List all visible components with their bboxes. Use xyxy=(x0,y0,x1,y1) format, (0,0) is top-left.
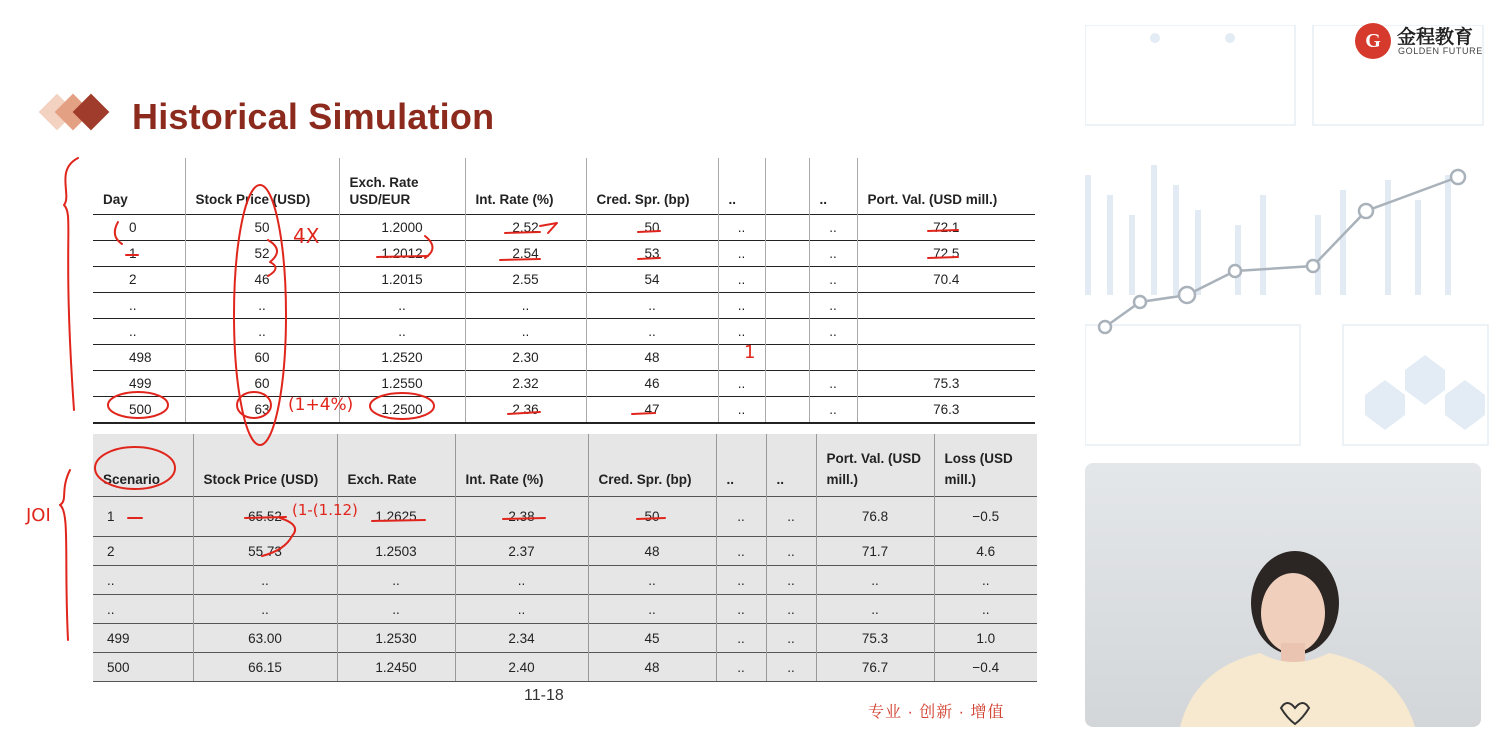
column-header: Exch. Rate xyxy=(337,434,455,497)
company-logo xyxy=(1355,23,1490,61)
table-cell: 75.3 xyxy=(857,371,1035,397)
table-cell xyxy=(857,293,1035,319)
table-cell: 2 xyxy=(93,267,185,293)
table-cell: .. xyxy=(718,397,765,424)
table-cell: .. xyxy=(339,293,465,319)
table-cell: 1.2000 xyxy=(339,215,465,241)
table-cell xyxy=(809,345,857,371)
logo-chinese-name: 金程教育 xyxy=(1397,27,1474,48)
table-cell: 2 xyxy=(93,537,193,566)
table-cell: 76.3 xyxy=(857,397,1035,424)
table-cell: 1.0 xyxy=(934,624,1037,653)
table-cell: 2.40 xyxy=(455,653,588,682)
table-cell: .. xyxy=(339,319,465,345)
column-header: Int. Rate (%) xyxy=(465,158,586,215)
table-cell: .. xyxy=(716,595,766,624)
column-header: Port. Val. (USD mill.) xyxy=(816,434,934,497)
table-row xyxy=(93,293,1035,319)
table-cell: 48 xyxy=(588,653,716,682)
table-row xyxy=(93,397,1035,424)
column-header: Int. Rate (%) xyxy=(455,434,588,497)
column-header: Exch. Rate USD/EUR xyxy=(339,158,465,215)
table-header-row xyxy=(93,158,1035,215)
table-cell: .. xyxy=(766,595,816,624)
table-cell: 70.4 xyxy=(857,267,1035,293)
table-cell: 2.37 xyxy=(455,537,588,566)
annotation-count: JOI xyxy=(26,505,51,526)
column-header: Stock Price (USD) xyxy=(185,158,339,215)
column-header: Loss (USD mill.) xyxy=(944,451,1013,487)
page-number: 11-18 xyxy=(524,687,564,704)
table-cell: 48 xyxy=(588,537,716,566)
table-row xyxy=(93,345,1035,371)
table-row xyxy=(93,241,1035,267)
table-cell: 72.1 xyxy=(857,215,1035,241)
table-cell: .. xyxy=(766,566,816,595)
table-cell: 72.5 xyxy=(857,241,1035,267)
table-cell: .. xyxy=(766,624,816,653)
table-cell xyxy=(765,293,809,319)
table-cell: 1.2550 xyxy=(339,371,465,397)
table-cell xyxy=(765,345,809,371)
table-cell: .. xyxy=(193,595,337,624)
table-cell: 63 xyxy=(185,397,339,424)
table-cell: 0 xyxy=(93,215,185,241)
table-cell: 498 xyxy=(93,345,185,371)
table-row xyxy=(93,497,1037,537)
table-cell: 48 xyxy=(586,345,718,371)
table-row xyxy=(93,267,1035,293)
table-cell xyxy=(765,371,809,397)
table-cell: .. xyxy=(816,595,934,624)
table-cell: .. xyxy=(465,319,586,345)
historical-data-table xyxy=(93,158,1035,424)
table-cell: 500 xyxy=(93,653,193,682)
presenter-figure-icon xyxy=(1085,463,1481,727)
slogan: 专业 · 创新 · 增值 xyxy=(868,704,1005,721)
table-cell: 63.00 xyxy=(193,624,337,653)
table-cell xyxy=(857,319,1035,345)
table-row xyxy=(93,537,1037,566)
table-cell: 50 xyxy=(185,215,339,241)
table-cell: 54 xyxy=(586,267,718,293)
table-cell: 52 xyxy=(185,241,339,267)
table-cell: 50 xyxy=(586,215,718,241)
table-cell: .. xyxy=(816,566,934,595)
table-cell: 1.2503 xyxy=(337,537,455,566)
table-cell: 500 xyxy=(93,397,185,424)
table-cell: .. xyxy=(716,497,766,537)
table-cell: 55.73 xyxy=(193,537,337,566)
table-cell: 1 xyxy=(93,497,193,537)
column-header: .. xyxy=(766,434,816,497)
table-cell: 60 xyxy=(185,371,339,397)
table-cell: 2.30 xyxy=(465,345,586,371)
table-row xyxy=(93,371,1035,397)
table-cell: 1.2520 xyxy=(339,345,465,371)
table-cell xyxy=(765,215,809,241)
table-cell: .. xyxy=(465,293,586,319)
column-header: Cred. Spr. (bp) xyxy=(586,158,718,215)
annotation-mark: 1 xyxy=(744,342,756,363)
table-cell: 76.8 xyxy=(816,497,934,537)
table-row xyxy=(93,566,1037,595)
logo-mark-icon: G xyxy=(1355,23,1391,59)
table-cell: 1 xyxy=(93,241,185,267)
table-cell: 45 xyxy=(588,624,716,653)
table-row xyxy=(93,319,1035,345)
table-cell: .. xyxy=(718,267,765,293)
table-cell: 66.15 xyxy=(193,653,337,682)
table-cell: 4.6 xyxy=(934,537,1037,566)
table-cell: .. xyxy=(93,319,185,345)
table-cell: .. xyxy=(455,566,588,595)
table-cell: 46 xyxy=(185,267,339,293)
annotation-growth: (1+4%) xyxy=(288,395,354,415)
column-header: Port. Val. (USD mill.) xyxy=(867,192,998,207)
table-cell: .. xyxy=(93,595,193,624)
table-cell: .. xyxy=(193,566,337,595)
table-cell: 60 xyxy=(185,345,339,371)
brace-mark xyxy=(60,470,70,640)
table-cell: 47 xyxy=(586,397,718,424)
table-cell: .. xyxy=(586,293,718,319)
table-cell: .. xyxy=(93,293,185,319)
table-cell: .. xyxy=(716,537,766,566)
table-cell: .. xyxy=(809,319,857,345)
column-header: .. xyxy=(718,158,765,215)
table-cell: .. xyxy=(718,371,765,397)
table-cell: .. xyxy=(809,397,857,424)
table-cell: .. xyxy=(809,241,857,267)
table-cell: 2.32 xyxy=(465,371,586,397)
table-cell xyxy=(765,397,809,424)
table-cell: 1.2012 xyxy=(339,241,465,267)
table-row xyxy=(93,215,1035,241)
table-cell: .. xyxy=(588,566,716,595)
table-cell: .. xyxy=(718,241,765,267)
scenario-table xyxy=(93,434,1037,682)
table-cell: 2.38 xyxy=(455,497,588,537)
table-cell: .. xyxy=(93,566,193,595)
table-cell: .. xyxy=(809,215,857,241)
table-cell: −0.4 xyxy=(934,653,1037,682)
table-cell: .. xyxy=(586,319,718,345)
table-cell: 2.55 xyxy=(465,267,586,293)
table-cell: .. xyxy=(716,653,766,682)
slide-title: Historical Simulation xyxy=(132,96,495,137)
table-cell: 65.52 xyxy=(193,497,337,537)
table-cell: .. xyxy=(718,319,765,345)
table-cell: .. xyxy=(588,595,716,624)
table-cell: 1.2625 xyxy=(337,497,455,537)
table-cell: .. xyxy=(809,293,857,319)
table-cell: 1.2530 xyxy=(337,624,455,653)
table-cell: 75.3 xyxy=(816,624,934,653)
table-cell: 1.2450 xyxy=(337,653,455,682)
table-row xyxy=(93,624,1037,653)
column-header: Day xyxy=(93,158,185,215)
column-header xyxy=(765,158,809,215)
table-cell: .. xyxy=(809,267,857,293)
column-header: Scenario xyxy=(93,434,193,497)
table-cell: .. xyxy=(185,293,339,319)
table-header-row xyxy=(93,434,1037,497)
background-infographic xyxy=(1085,25,1490,450)
annotation-formula: (1-(1.12) xyxy=(292,501,358,519)
table-cell: .. xyxy=(934,595,1037,624)
table-cell: 50 xyxy=(588,497,716,537)
table-cell: 2.34 xyxy=(455,624,588,653)
table-cell: 76.7 xyxy=(816,653,934,682)
table-cell: 499 xyxy=(93,371,185,397)
brace-mark xyxy=(64,158,78,410)
table-cell: .. xyxy=(455,595,588,624)
table-cell: .. xyxy=(934,566,1037,595)
table-cell: 499 xyxy=(93,624,193,653)
column-header: Cred. Spr. (bp) xyxy=(588,434,716,497)
table-cell: .. xyxy=(337,566,455,595)
table-cell: .. xyxy=(718,293,765,319)
table-row xyxy=(93,653,1037,682)
table-cell xyxy=(765,319,809,345)
annotation-4x: 4X xyxy=(293,224,320,248)
table-cell xyxy=(857,345,1035,371)
table-cell: .. xyxy=(766,537,816,566)
table-cell: .. xyxy=(809,371,857,397)
presenter-video xyxy=(1085,463,1481,727)
table-cell: .. xyxy=(337,595,455,624)
table-cell: .. xyxy=(185,319,339,345)
table-cell: 71.7 xyxy=(816,537,934,566)
table-cell: 2.52 xyxy=(465,215,586,241)
table-cell: .. xyxy=(716,566,766,595)
table-cell xyxy=(765,241,809,267)
table-cell: 53 xyxy=(586,241,718,267)
table-cell: 2.54 xyxy=(465,241,586,267)
table-cell xyxy=(765,267,809,293)
column-header: .. xyxy=(716,434,766,497)
table-cell: .. xyxy=(766,497,816,537)
table-cell: .. xyxy=(718,215,765,241)
table-cell: 1.2015 xyxy=(339,267,465,293)
table-cell: 2.36 xyxy=(465,397,586,424)
column-header: .. xyxy=(809,158,857,215)
table-cell: 46 xyxy=(586,371,718,397)
table-cell: −0.5 xyxy=(934,497,1037,537)
table-cell xyxy=(718,345,765,371)
table-cell: .. xyxy=(716,624,766,653)
table-cell: .. xyxy=(766,653,816,682)
logo-english-name: GOLDEN FUTURE xyxy=(1398,46,1483,56)
table-cell: 1.2500 xyxy=(339,397,465,424)
column-header: Stock Price (USD) xyxy=(193,434,337,497)
table-row xyxy=(93,595,1037,624)
